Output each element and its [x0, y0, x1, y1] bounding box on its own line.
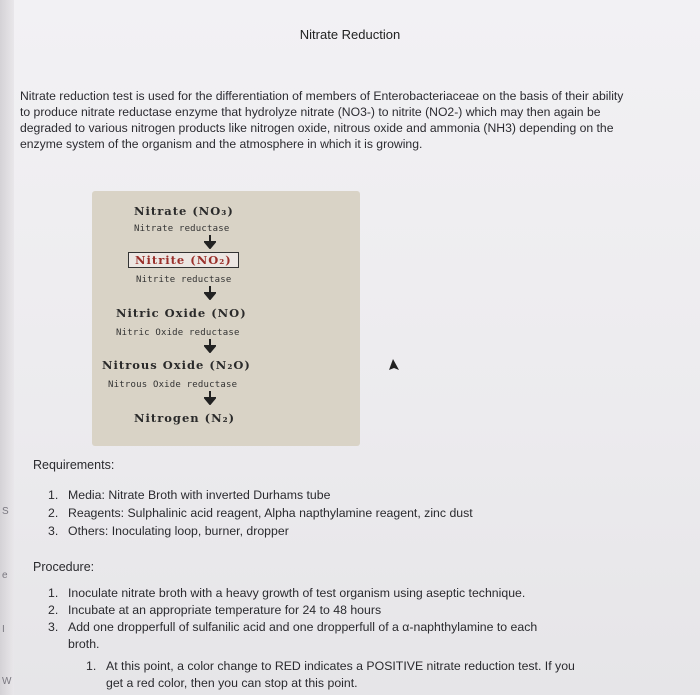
procedure-list: [48, 585, 628, 653]
enzyme-nitrite-reductase: Nitrite reductase: [136, 275, 232, 285]
enzyme-nitric-oxide-reductase: Nitric Oxide reductase: [116, 328, 240, 338]
left-margin-strip: [0, 0, 14, 695]
requirements-heading: Requirements:: [33, 458, 115, 472]
node-nitric-oxide: Nitric Oxide (NO): [116, 306, 247, 320]
node-nitrate: Nitrate (NO₃): [134, 204, 234, 218]
list-item-continuation: get a red color, then you can stop at this point.: [106, 676, 358, 690]
mouse-pointer-icon: [387, 358, 401, 374]
down-arrow-icon: [204, 339, 216, 353]
procedure-heading: Procedure:: [33, 560, 95, 574]
down-arrow-icon: [204, 286, 216, 300]
node-nitrogen: Nitrogen (N₂): [134, 411, 236, 425]
margin-mark: S: [2, 506, 9, 517]
down-arrow-icon: [204, 235, 216, 249]
margin-mark: W: [2, 676, 12, 687]
list-item: 2. Incubate at an appropriate temperature for 24 to 48 hours: [48, 603, 382, 617]
margin-mark: I: [2, 624, 5, 635]
list-item: 1. Media: Nitrate Broth with inverted Durhams tube: [48, 488, 331, 502]
list-item: 1. At this point, a color change to RED indicates a POSITIVE nitrate reduction test. If you: [86, 659, 575, 673]
enzyme-nitrous-oxide-reductase: Nitrous Oxide reductase: [108, 380, 238, 390]
list-item: 3. Add one dropperfull of sulfanilic acid and one dropperfull of a α-naphthylamine to each: [48, 620, 538, 634]
intro-paragraph: Nitrate reduction test is used for the differentiation of members of Enterobacteriaceae on the basis of their ability to produce nitrate reductase enzyme that hydrolyze nitrate (NO3-) to nitrite (NO2-) which may then again be degraded to various nitrogen products like nitrogen oxide, nitrous oxide and ammonia (NH3) depending on the enzyme system of the organism and the atmosphere in which it is growing.: [20, 89, 624, 151]
down-arrow-icon: [204, 391, 216, 405]
page-title: Nitrate Reduction: [299, 27, 401, 42]
list-item-continuation: broth.: [68, 637, 100, 651]
list-item: 1. Inoculate nitrate broth with a heavy growth of test organism using aseptic technique.: [48, 586, 526, 600]
margin-mark: e: [2, 570, 8, 581]
enzyme-nitrate-reductase: Nitrate reductase: [134, 224, 230, 234]
nitrate-reduction-diagram: [92, 191, 360, 446]
procedure-sublist: [86, 658, 646, 692]
list-item: 2. Reagents: Sulphalinic acid reagent, Alpha napthylamine reagent, zinc dust: [48, 506, 473, 520]
requirements-list: [48, 486, 473, 540]
node-nitrous-oxide: Nitrous Oxide (N₂O): [102, 358, 251, 372]
node-nitrite: [128, 253, 239, 267]
list-item: 3. Others: Inoculating loop, burner, dropper: [48, 524, 289, 538]
node-nitrite-label: Nitrite (NO₂): [135, 253, 232, 267]
